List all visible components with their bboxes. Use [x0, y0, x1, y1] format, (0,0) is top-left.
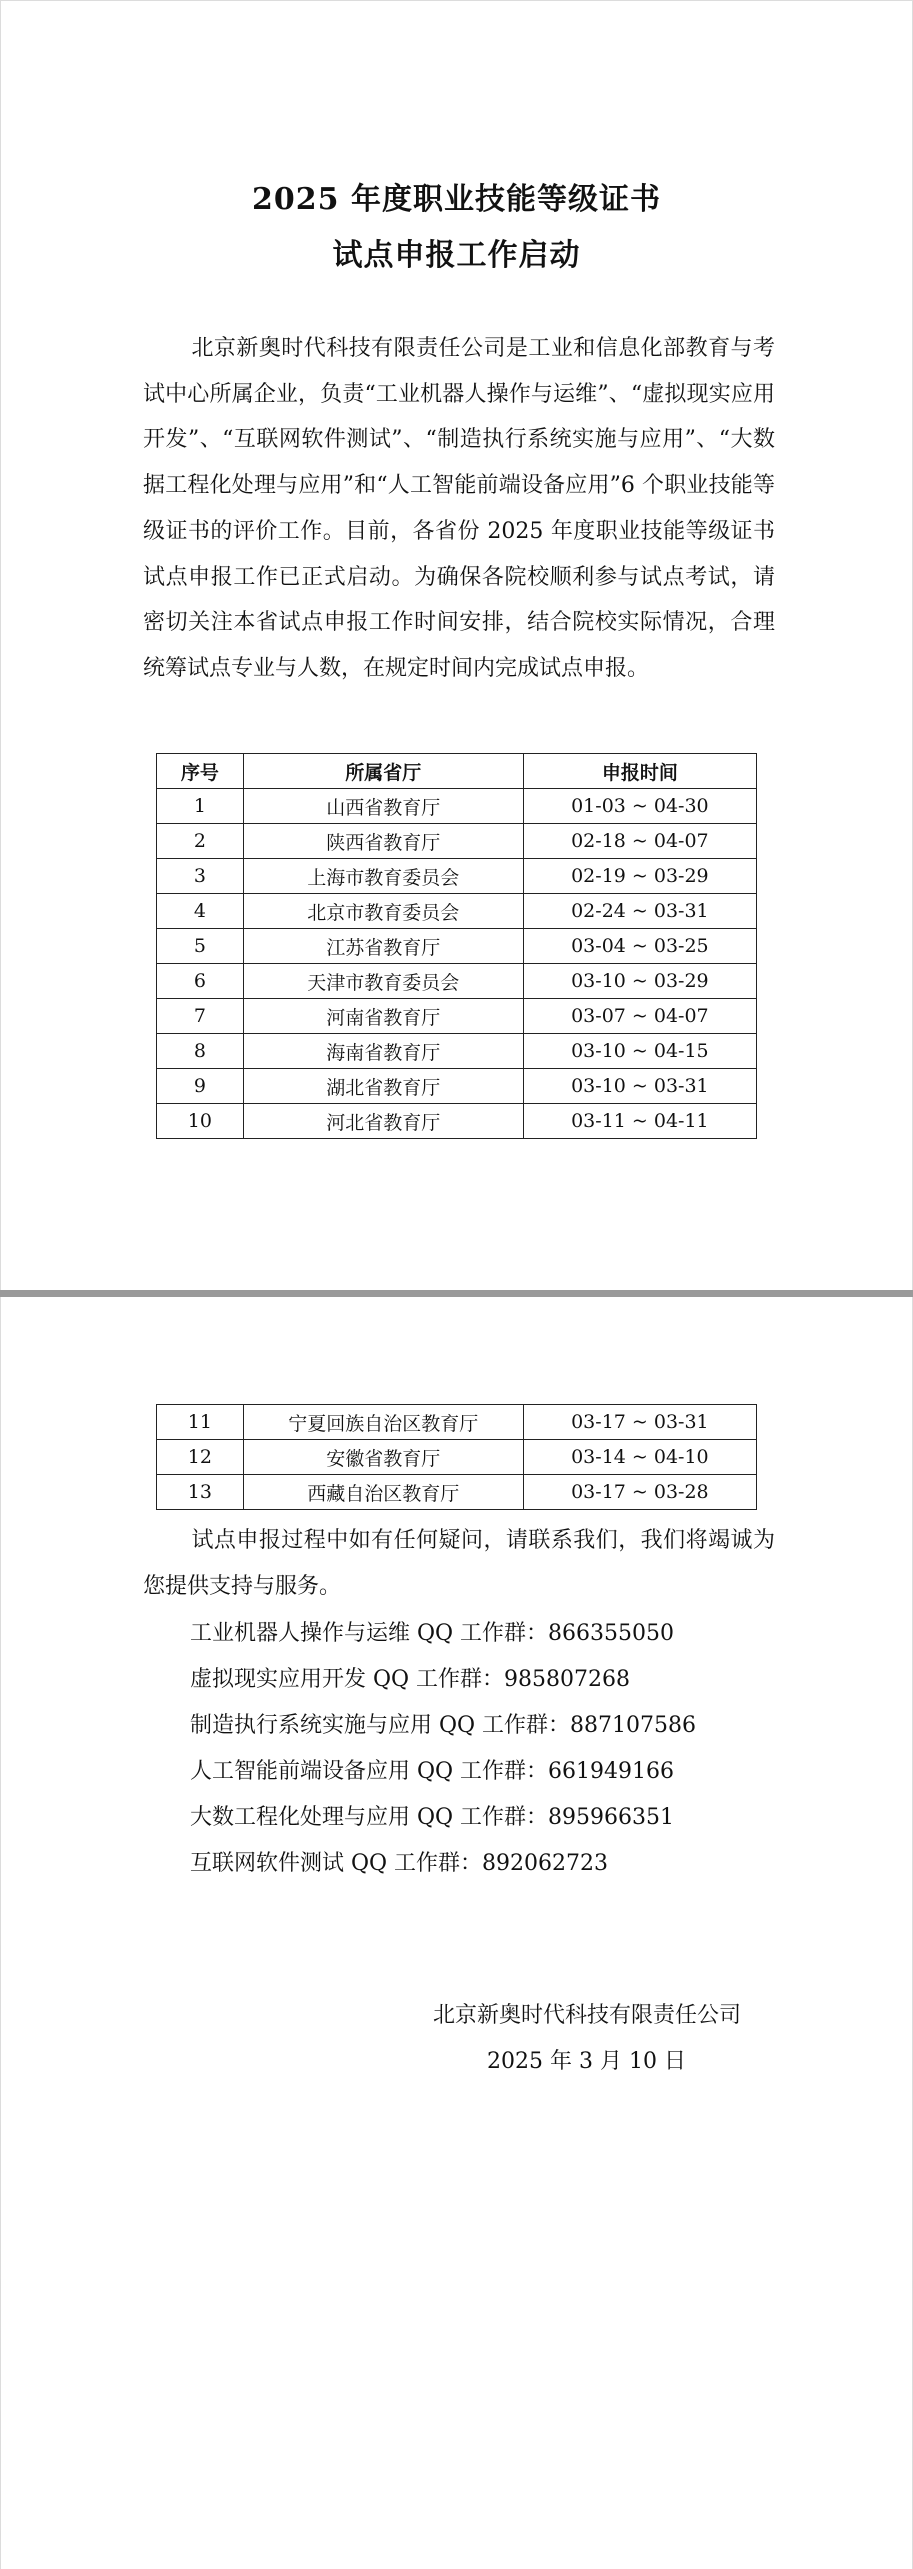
province-cell: 河北省教育厅: [243, 1104, 523, 1139]
table-row: [157, 1034, 757, 1069]
table-row: [157, 859, 757, 894]
period-cell: 03-10 ~ 03-29: [523, 964, 756, 999]
index-cell: 1: [157, 789, 244, 824]
contact-line: 互联网软件测试 QQ 工作群：892062723: [190, 1851, 609, 1876]
page-separator: [0, 1290, 913, 1297]
table-header-row: [157, 754, 757, 789]
header-province: 所属省厅: [243, 754, 523, 789]
province-cell: 山西省教育厅: [243, 789, 523, 824]
period-cell: 01-03 ~ 04-30: [523, 789, 756, 824]
province-cell: 海南省教育厅: [243, 1034, 523, 1069]
signature-date: 2025 年 3 月 10 日: [487, 2049, 686, 2074]
period-cell: 02-18 ~ 04-07: [523, 824, 756, 859]
title-line-2: 试点申报工作启动: [332, 238, 581, 273]
table-row: [157, 929, 757, 964]
period-cell: 03-14 ~ 04-10: [523, 1440, 756, 1475]
intro-paragraph: [143, 326, 775, 692]
period-cell: 03-11 ~ 04-11: [523, 1104, 756, 1139]
period-cell: 03-17 ~ 03-31: [523, 1405, 756, 1440]
period-cell: 02-24 ~ 03-31: [523, 894, 756, 929]
contact-line: 人工智能前端设备应用 QQ 工作群：661949166: [190, 1759, 675, 1784]
period-cell: 03-17 ~ 03-28: [523, 1475, 756, 1510]
closing-text: 试点申报过程中如有任何疑问，请联系我们，我们将竭诚为您提供支持与服务。: [143, 1528, 775, 1599]
province-cell: 上海市教育委员会: [243, 859, 523, 894]
province-cell: 湖北省教育厅: [243, 1069, 523, 1104]
title-line-1: 2025 年度职业技能等级证书: [252, 182, 661, 217]
period-cell: 03-10 ~ 04-15: [523, 1034, 756, 1069]
table-row: [157, 894, 757, 929]
index-cell: 3: [157, 859, 244, 894]
index-cell: 5: [157, 929, 244, 964]
application-schedule-table-continued: [156, 1404, 757, 1510]
index-cell: 13: [157, 1475, 244, 1510]
table-row: [157, 789, 757, 824]
contact-line: 虚拟现实应用开发 QQ 工作群：985807268: [190, 1667, 631, 1692]
period-cell: 03-04 ~ 03-25: [523, 929, 756, 964]
province-cell: 河南省教育厅: [243, 999, 523, 1034]
table-row: [157, 1069, 757, 1104]
index-cell: 2: [157, 824, 244, 859]
header-period: 申报时间: [523, 754, 756, 789]
table-row: [157, 1104, 757, 1139]
closing-paragraph: [143, 1518, 775, 1609]
table-row: [157, 1440, 757, 1475]
header-index: 序号: [157, 754, 244, 789]
province-cell: 宁夏回族自治区教育厅: [243, 1405, 523, 1440]
contact-line: 大数工程化处理与应用 QQ 工作群：895966351: [190, 1805, 675, 1830]
province-cell: 江苏省教育厅: [243, 929, 523, 964]
period-cell: 03-10 ~ 03-31: [523, 1069, 756, 1104]
table-row: [157, 1475, 757, 1510]
index-cell: 12: [157, 1440, 244, 1475]
index-cell: 9: [157, 1069, 244, 1104]
table-row: [157, 824, 757, 859]
contact-line: 制造执行系统实施与应用 QQ 工作群：887107586: [190, 1713, 697, 1738]
index-cell: 4: [157, 894, 244, 929]
index-cell: 8: [157, 1034, 244, 1069]
period-cell: 03-07 ~ 04-07: [523, 999, 756, 1034]
table-row: [157, 964, 757, 999]
province-cell: 天津市教育委员会: [243, 964, 523, 999]
index-cell: 10: [157, 1104, 244, 1139]
table-row: [157, 1405, 757, 1440]
application-schedule-table: [156, 753, 757, 1139]
signature-org: 北京新奥时代科技有限责任公司: [433, 2003, 742, 2028]
province-cell: 北京市教育委员会: [243, 894, 523, 929]
province-cell: 陕西省教育厅: [243, 824, 523, 859]
province-cell: 西藏自治区教育厅: [243, 1475, 523, 1510]
intro-text: 北京新奥时代科技有限责任公司是工业和信息化部教育与考试中心所属企业，负责“工业机器人操作与运维”、“虚拟现实应用开发”、“互联网软件测试”、“制造执行系统实施与应用”、“大数据工程化处理与应用”和“人工智能前端设备应用”6 个职业技能等级证书的评价工作。目前，各省份 2025 年度职业技能等级证书试点申报工作已正式启动。为确保各院校顺利参与试点考试，请密切关注本省试点申报工作时间安排，结合院校实际情况，合理统筹试点专业与人数，在规定时间内完成试点申报。: [143, 336, 775, 681]
index-cell: 11: [157, 1405, 244, 1440]
index-cell: 7: [157, 999, 244, 1034]
contact-line: 工业机器人操作与运维 QQ 工作群：866355050: [190, 1621, 675, 1646]
period-cell: 02-19 ~ 03-29: [523, 859, 756, 894]
table-row: [157, 999, 757, 1034]
index-cell: 6: [157, 964, 244, 999]
province-cell: 安徽省教育厅: [243, 1440, 523, 1475]
